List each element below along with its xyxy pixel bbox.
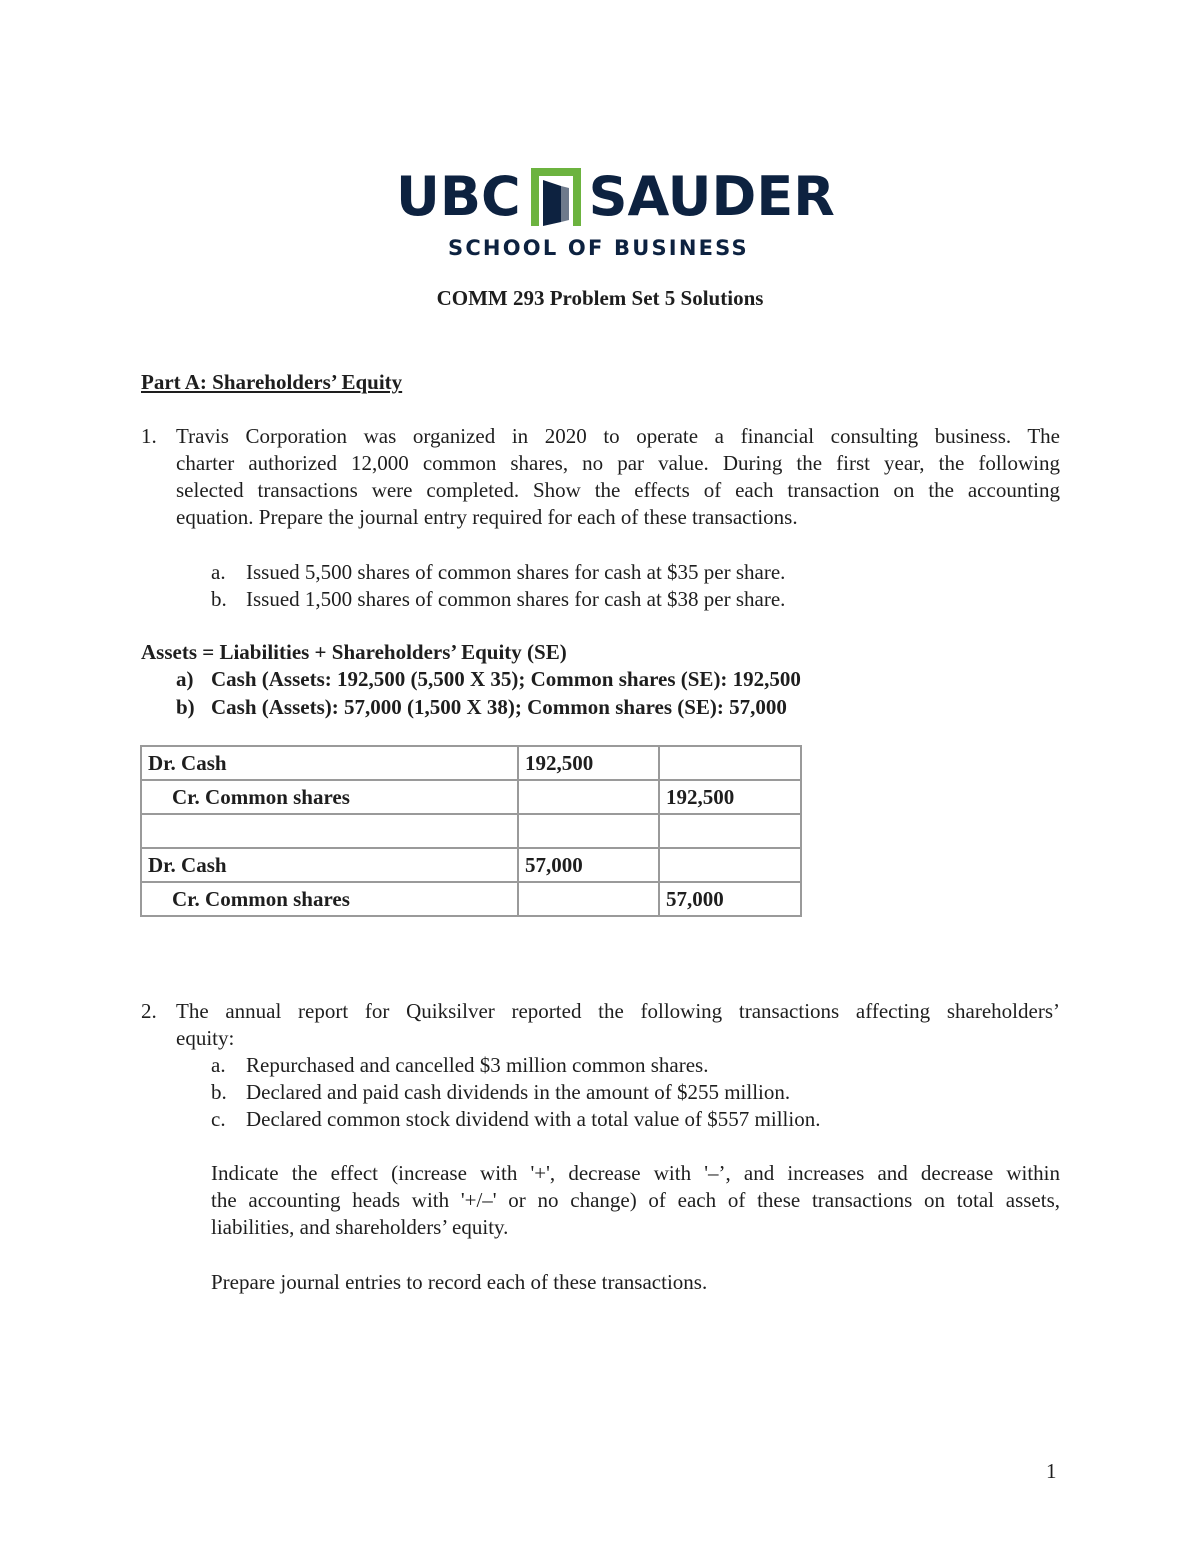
- logo-word-sauder: SAUDER: [588, 165, 835, 228]
- logo-subtitle: SCHOOL OF BUSINESS: [448, 236, 749, 260]
- instruction-line: Indicate the effect (increase with '+', decrease with '–’, and increases and decrease within: [211, 1161, 1060, 1185]
- answer-text: Cash (Assets: 192,500 (5,500 X 35); Common shares (SE): 192,500: [211, 667, 801, 691]
- answer-label: b): [176, 695, 195, 719]
- debit-cell: 192,500: [518, 746, 659, 780]
- part-a-heading: Part A: Shareholders’ Equity: [141, 370, 403, 394]
- question-1-text: [176, 423, 1060, 531]
- question-1-line: equation. Prepare the journal entry required for each of these transactions.: [176, 505, 798, 529]
- item-text: Issued 1,500 shares of common shares for cash at $38 per share.: [246, 587, 786, 611]
- credit-cell: [659, 746, 801, 780]
- account-cell: Dr. Cash: [141, 848, 518, 882]
- question-2-text: [176, 998, 1060, 1052]
- item-label: b.: [211, 1080, 227, 1104]
- instruction-line: liabilities, and shareholders’ equity.: [211, 1215, 509, 1239]
- debit-cell: [518, 814, 659, 848]
- item-text: Repurchased and cancelled $3 million common shares.: [246, 1053, 709, 1077]
- item-text: Declared and paid cash dividends in the amount of $255 million.: [246, 1080, 791, 1104]
- question-1-line: Travis Corporation was organized in 2020 to operate a financial consulting business. The: [176, 424, 1060, 448]
- question-1-line: selected transactions were completed. Show the effects of each transaction on the accounting: [176, 478, 1060, 502]
- question-2-number: 2.: [141, 999, 157, 1023]
- answer-label: a): [176, 667, 194, 691]
- table-row: [141, 780, 801, 814]
- answer-text: Cash (Assets): 57,000 (1,500 X 38); Common shares (SE): 57,000: [211, 695, 787, 719]
- debit-cell: [518, 882, 659, 916]
- accounting-equation-heading: Assets = Liabilities + Shareholders’ Equity (SE): [141, 640, 567, 664]
- credit-cell: [659, 814, 801, 848]
- item-label: a.: [211, 1053, 226, 1077]
- ubc-sauder-logo: [396, 165, 835, 264]
- question-2-prepare: Prepare journal entries to record each of these transactions.: [211, 1270, 708, 1294]
- account-cell: Dr. Cash: [141, 746, 518, 780]
- page-title: COMM 293 Problem Set 5 Solutions: [436, 286, 764, 310]
- table-row: [141, 848, 801, 882]
- credit-cell: 57,000: [659, 882, 801, 916]
- credit-cell: 192,500: [659, 780, 801, 814]
- table-row: [141, 746, 801, 780]
- page-number: 1: [1046, 1459, 1057, 1483]
- table-row: [141, 814, 801, 848]
- journal-entry-table: [140, 745, 802, 917]
- question-1-number: 1.: [141, 424, 157, 448]
- item-text: Declared common stock dividend with a total value of $557 million.: [246, 1107, 821, 1131]
- debit-cell: 57,000: [518, 848, 659, 882]
- question-2-instruction: [211, 1160, 1060, 1241]
- item-text: Issued 5,500 shares of common shares for cash at $35 per share.: [246, 560, 786, 584]
- account-cell: [141, 814, 518, 848]
- door-icon: [531, 166, 581, 228]
- question-1-line: charter authorized 12,000 common shares, no par value. During the first year, the following: [176, 451, 1060, 475]
- credit-cell: [659, 848, 801, 882]
- item-label: a.: [211, 560, 226, 584]
- debit-cell: [518, 780, 659, 814]
- account-cell: Cr. Common shares: [141, 882, 518, 916]
- table-row: [141, 882, 801, 916]
- instruction-line: the accounting heads with '+/–' or no change) of each of these transactions on total assets,: [211, 1188, 1060, 1212]
- question-2-line: The annual report for Quiksilver reported the following transactions affecting shareholders’: [176, 999, 1060, 1023]
- item-label: c.: [211, 1107, 226, 1131]
- account-cell: Cr. Common shares: [141, 780, 518, 814]
- question-2-line: equity:: [176, 1026, 235, 1050]
- item-label: b.: [211, 587, 227, 611]
- logo-word-ubc: UBC: [396, 165, 521, 228]
